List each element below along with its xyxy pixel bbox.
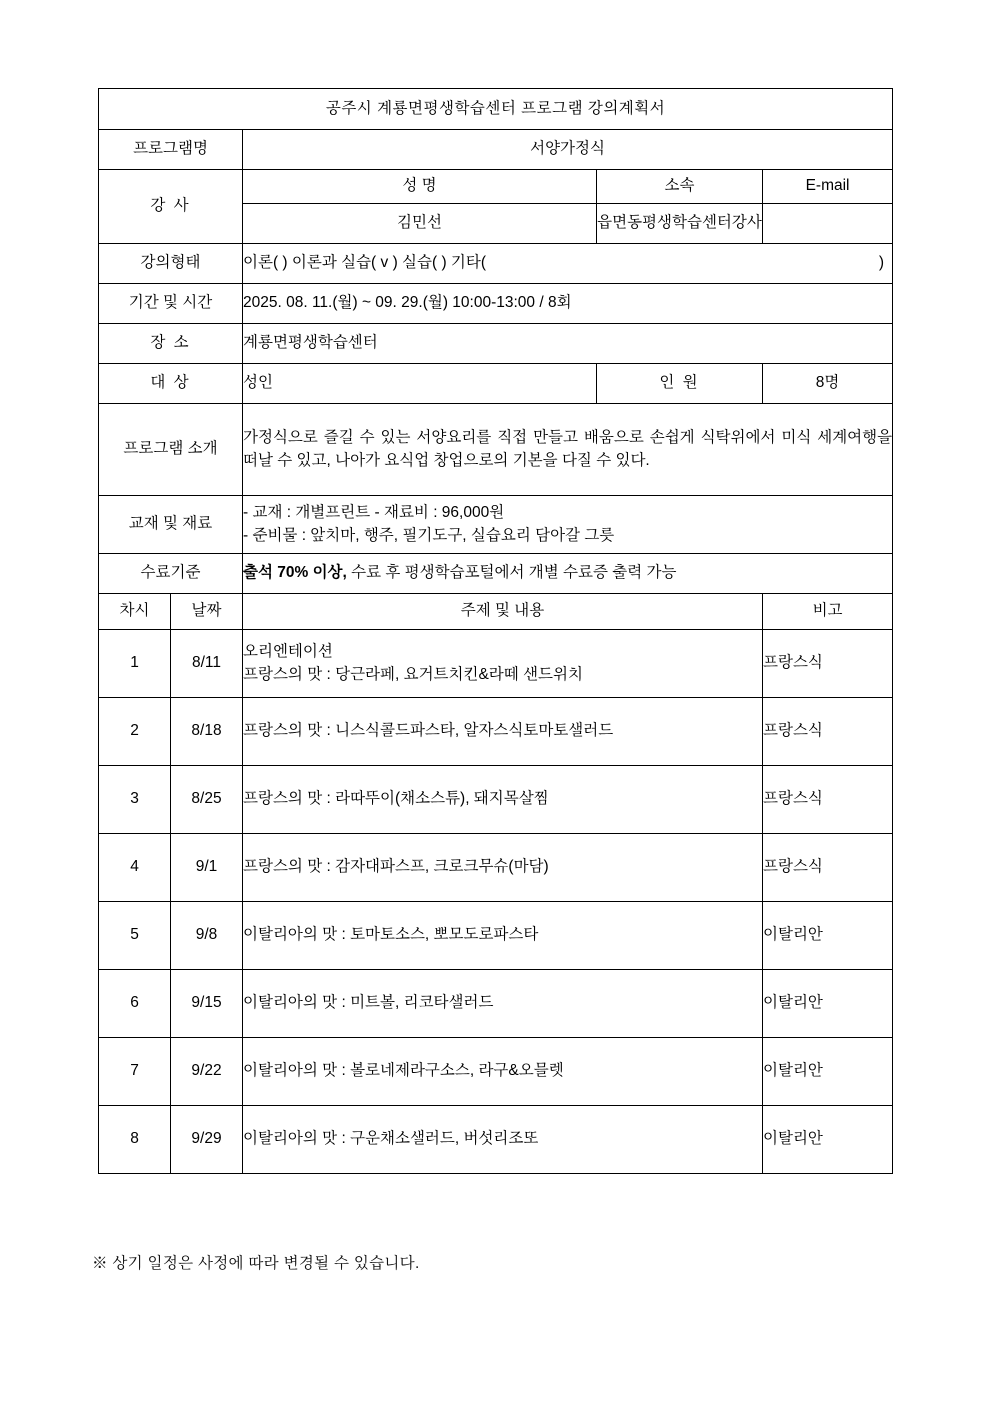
table-row xyxy=(99,902,893,970)
session-number: 7 xyxy=(99,1038,171,1106)
material-line-2: - 준비물 : 앞치마, 행주, 필기도구, 실습요리 담아갈 그릇 xyxy=(243,526,615,544)
period-label: 기간 및 시간 xyxy=(99,284,243,324)
target-label: 대 상 xyxy=(99,364,243,404)
session-date: 9/15 xyxy=(171,970,243,1038)
certificate-rest: 수료 후 평생학습포털에서 개별 수료증 출력 가능 xyxy=(346,564,677,582)
session-number: 1 xyxy=(99,630,171,698)
place-value: 계룡면평생학습센터 xyxy=(243,324,893,364)
session-topic: 이탈리아의 맛 : 미트볼, 리코타샐러드 xyxy=(243,970,763,1038)
lesson-plan-table xyxy=(98,88,893,1174)
lecture-type-label: 강의형태 xyxy=(99,244,243,284)
session-date: 9/22 xyxy=(171,1038,243,1106)
certificate-label: 수료기준 xyxy=(99,554,243,594)
session-number: 6 xyxy=(99,970,171,1038)
lecture-type-options: 이론( ) 이론과 실습( v ) 실습( ) 기타( xyxy=(243,254,487,272)
document-footnote: ※ 상기 일정은 사정에 따라 변경될 수 있습니다. xyxy=(92,1255,420,1272)
table-row xyxy=(99,766,893,834)
schedule-header-session: 차시 xyxy=(99,594,171,630)
session-topic: 이탈리아의 맛 : 볼로네제라구소스, 라구&오믈렛 xyxy=(243,1038,763,1106)
capacity-label: 인 원 xyxy=(597,364,763,404)
table-row xyxy=(99,970,893,1038)
program-name-value: 서양가정식 xyxy=(243,130,893,170)
period-value: 2025. 08. 11.(월) ~ 09. 29.(월) 10:00-13:00 / 8회 xyxy=(243,284,893,324)
session-note: 프랑스식 xyxy=(763,766,893,834)
instructor-label: 강 사 xyxy=(99,170,243,244)
session-note: 이탈리안 xyxy=(763,902,893,970)
session-number: 3 xyxy=(99,766,171,834)
session-topic-line-1: 오리엔테이션 xyxy=(243,643,333,661)
certificate-value xyxy=(243,554,893,594)
instructor-name-header: 성 명 xyxy=(243,170,597,204)
capacity-value: 8명 xyxy=(763,364,893,404)
program-name-label: 프로그램명 xyxy=(99,130,243,170)
session-date: 8/25 xyxy=(171,766,243,834)
session-topic: 프랑스의 맛 : 감자대파스프, 크로크무슈(마담) xyxy=(243,834,763,902)
session-date: 9/8 xyxy=(171,902,243,970)
instructor-email-value xyxy=(763,204,893,244)
document-title: 공주시 계룡면평생학습센터 프로그램 강의계획서 xyxy=(99,89,893,130)
session-note: 프랑스식 xyxy=(763,834,893,902)
session-topic: 이탈리아의 맛 : 구운채소샐러드, 버섯리조또 xyxy=(243,1106,763,1174)
instructor-email-header: E-mail xyxy=(763,170,893,204)
session-topic: 프랑스의 맛 : 라따뚜이(채소스튜), 돼지목살찜 xyxy=(243,766,763,834)
intro-value: 가정식으로 즐길 수 있는 서양요리를 직접 만들고 배움으로 손쉽게 식탁위에서 미식 세계여행을 떠날 수 있고, 나아가 요식업 창업으로의 기본을 다질 수 있다. xyxy=(243,404,893,496)
session-date: 8/11 xyxy=(171,630,243,698)
table-row xyxy=(99,834,893,902)
place-label: 장 소 xyxy=(99,324,243,364)
schedule-header-topic: 주제 및 내용 xyxy=(243,594,763,630)
session-note: 이탈리안 xyxy=(763,1038,893,1106)
schedule-header-note: 비고 xyxy=(763,594,893,630)
session-topic: 프랑스의 맛 : 니스식콜드파스타, 알자스식토마토샐러드 xyxy=(243,698,763,766)
instructor-affiliation-value: 읍면동평생학습센터강사 xyxy=(597,204,763,244)
target-value: 성인 xyxy=(243,364,597,404)
session-topic: 이탈리아의 맛 : 토마토소스, 뽀모도로파스타 xyxy=(243,902,763,970)
session-number: 5 xyxy=(99,902,171,970)
table-row xyxy=(99,1106,893,1174)
intro-label: 프로그램 소개 xyxy=(99,404,243,496)
session-number: 4 xyxy=(99,834,171,902)
session-topic xyxy=(243,630,763,698)
instructor-name-value: 김민선 xyxy=(243,204,597,244)
session-date: 9/29 xyxy=(171,1106,243,1174)
session-topic-line-2: 프랑스의 맛 : 당근라페, 요거트치킨&라떼 샌드위치 xyxy=(243,665,583,683)
session-note: 이탈리안 xyxy=(763,1106,893,1174)
session-date: 9/1 xyxy=(171,834,243,902)
table-row xyxy=(99,630,893,698)
session-note: 프랑스식 xyxy=(763,630,893,698)
table-row xyxy=(99,698,893,766)
material-label: 교재 및 재료 xyxy=(99,496,243,554)
session-date: 8/18 xyxy=(171,698,243,766)
schedule-header-date: 날짜 xyxy=(171,594,243,630)
instructor-affiliation-header: 소속 xyxy=(597,170,763,204)
session-note: 프랑스식 xyxy=(763,698,893,766)
lesson-plan-sheet xyxy=(98,88,892,1174)
lecture-type-other-close: ) xyxy=(878,254,885,272)
session-number: 2 xyxy=(99,698,171,766)
certificate-attendance: 출석 70% 이상, xyxy=(243,564,347,582)
material-value xyxy=(243,496,893,554)
material-line-1: - 교재 : 개별프린트 - 재료비 : 96,000원 xyxy=(243,504,505,522)
lecture-type-value xyxy=(243,244,893,284)
session-note: 이탈리안 xyxy=(763,970,893,1038)
table-row xyxy=(99,1038,893,1106)
session-number: 8 xyxy=(99,1106,171,1174)
